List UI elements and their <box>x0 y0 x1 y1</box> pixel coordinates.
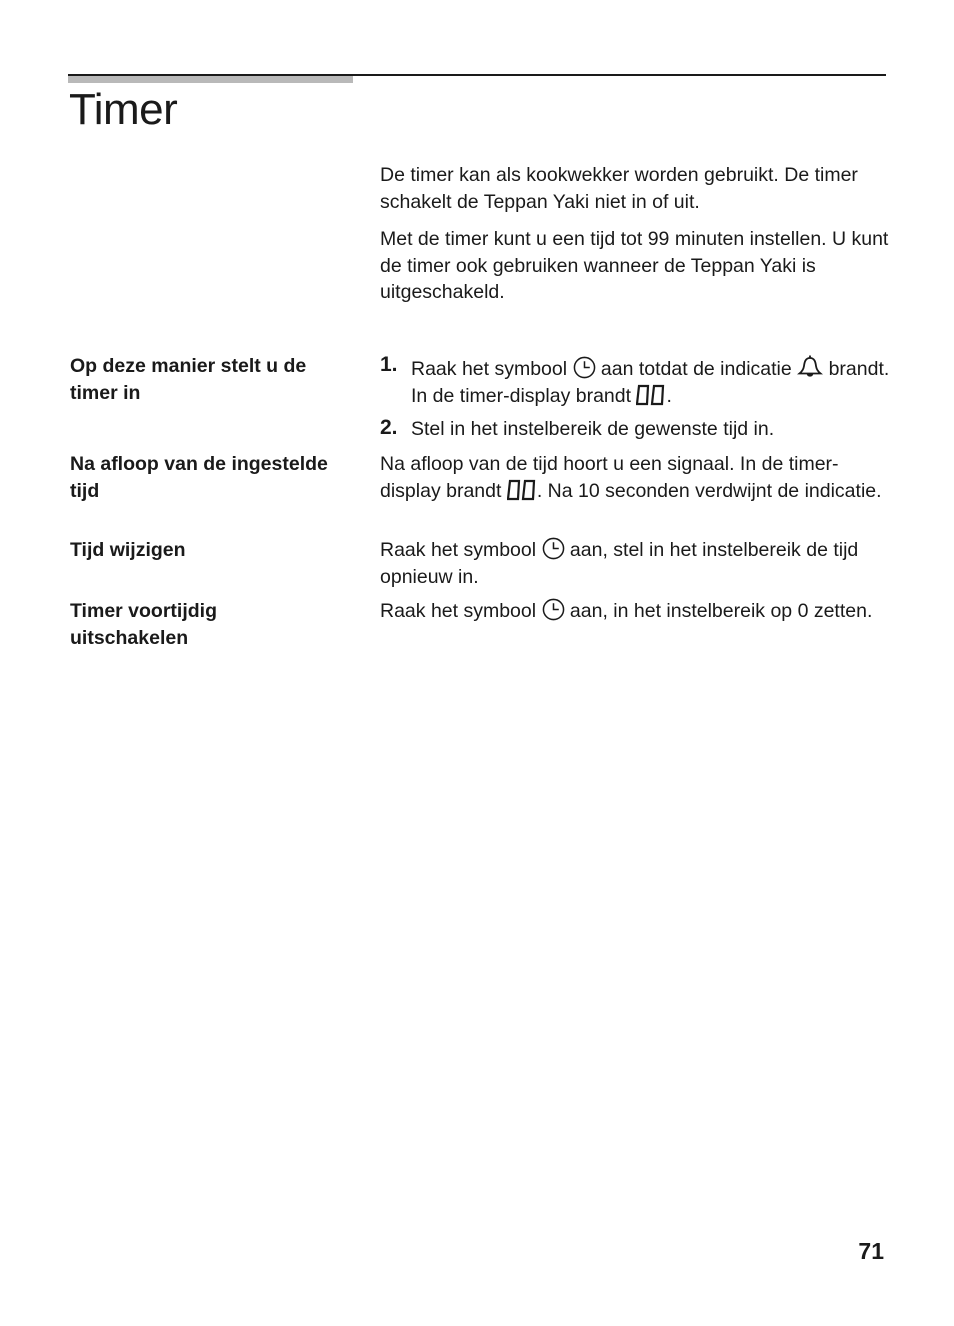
section-text-after <box>380 451 890 504</box>
step-2 <box>380 416 890 443</box>
intro-paragraph-2: Met de timer kunt u een tijd tot 99 minuten instellen. U kunt de timer ook gebruiken wanneer de Teppan Yaki is uitgeschakeld. <box>380 228 889 303</box>
clock-icon <box>542 598 565 621</box>
step-1 <box>380 353 890 409</box>
step-text-part: . <box>666 384 672 407</box>
section-heading-after: Na afloop van de ingestelde tijd <box>70 453 328 502</box>
section-text-part: Raak het symbool <box>380 539 542 561</box>
step-number: 1. <box>380 353 398 376</box>
section-text-part: . Na 10 seconden verdwijnt de indicatie. <box>536 479 882 502</box>
step-text-part: aan totdat de indicatie <box>595 358 798 380</box>
segment-zero-zero-icon <box>507 479 537 501</box>
section-text-part: aan, in het instelbereik op 0 zetten. <box>564 600 873 622</box>
segment-zero-zero-icon <box>636 384 666 406</box>
section-heading-stop: Timer voortijdig uitschakelen <box>70 600 217 649</box>
step-text: Stel in het instelbereik de gewenste tijd in. <box>411 418 775 440</box>
clock-icon <box>542 537 565 560</box>
page-number: 71 <box>858 1238 884 1264</box>
header-rule <box>68 74 886 76</box>
section-text-part: Na afloop van de tijd hoort u een signaal. In de timer-display brandt <box>380 453 839 502</box>
section-text-part: Raak het symbool <box>380 600 542 622</box>
section-text-part: aan, stel in het instelbereik de tijd opnieuw in. <box>380 539 859 588</box>
step-number: 2. <box>380 416 398 439</box>
bell-icon <box>797 353 823 379</box>
intro-paragraph-1: De timer kan als kookwekker worden gebruikt. De timer schakelt de Teppan Yaki niet in of uit. <box>380 164 858 213</box>
page-title: Timer <box>69 85 178 134</box>
step-text-part: Raak het symbool <box>411 358 573 380</box>
section-heading-set-timer: Op deze manier stelt u de timer in <box>70 355 307 404</box>
step-text <box>411 353 890 409</box>
section-text-change <box>380 537 890 590</box>
clock-icon <box>573 356 596 379</box>
section-text-stop <box>380 598 890 625</box>
section-heading-change: Tijd wijzigen <box>70 539 186 561</box>
step-text-part: brandt. In de timer-display brandt <box>411 358 890 407</box>
